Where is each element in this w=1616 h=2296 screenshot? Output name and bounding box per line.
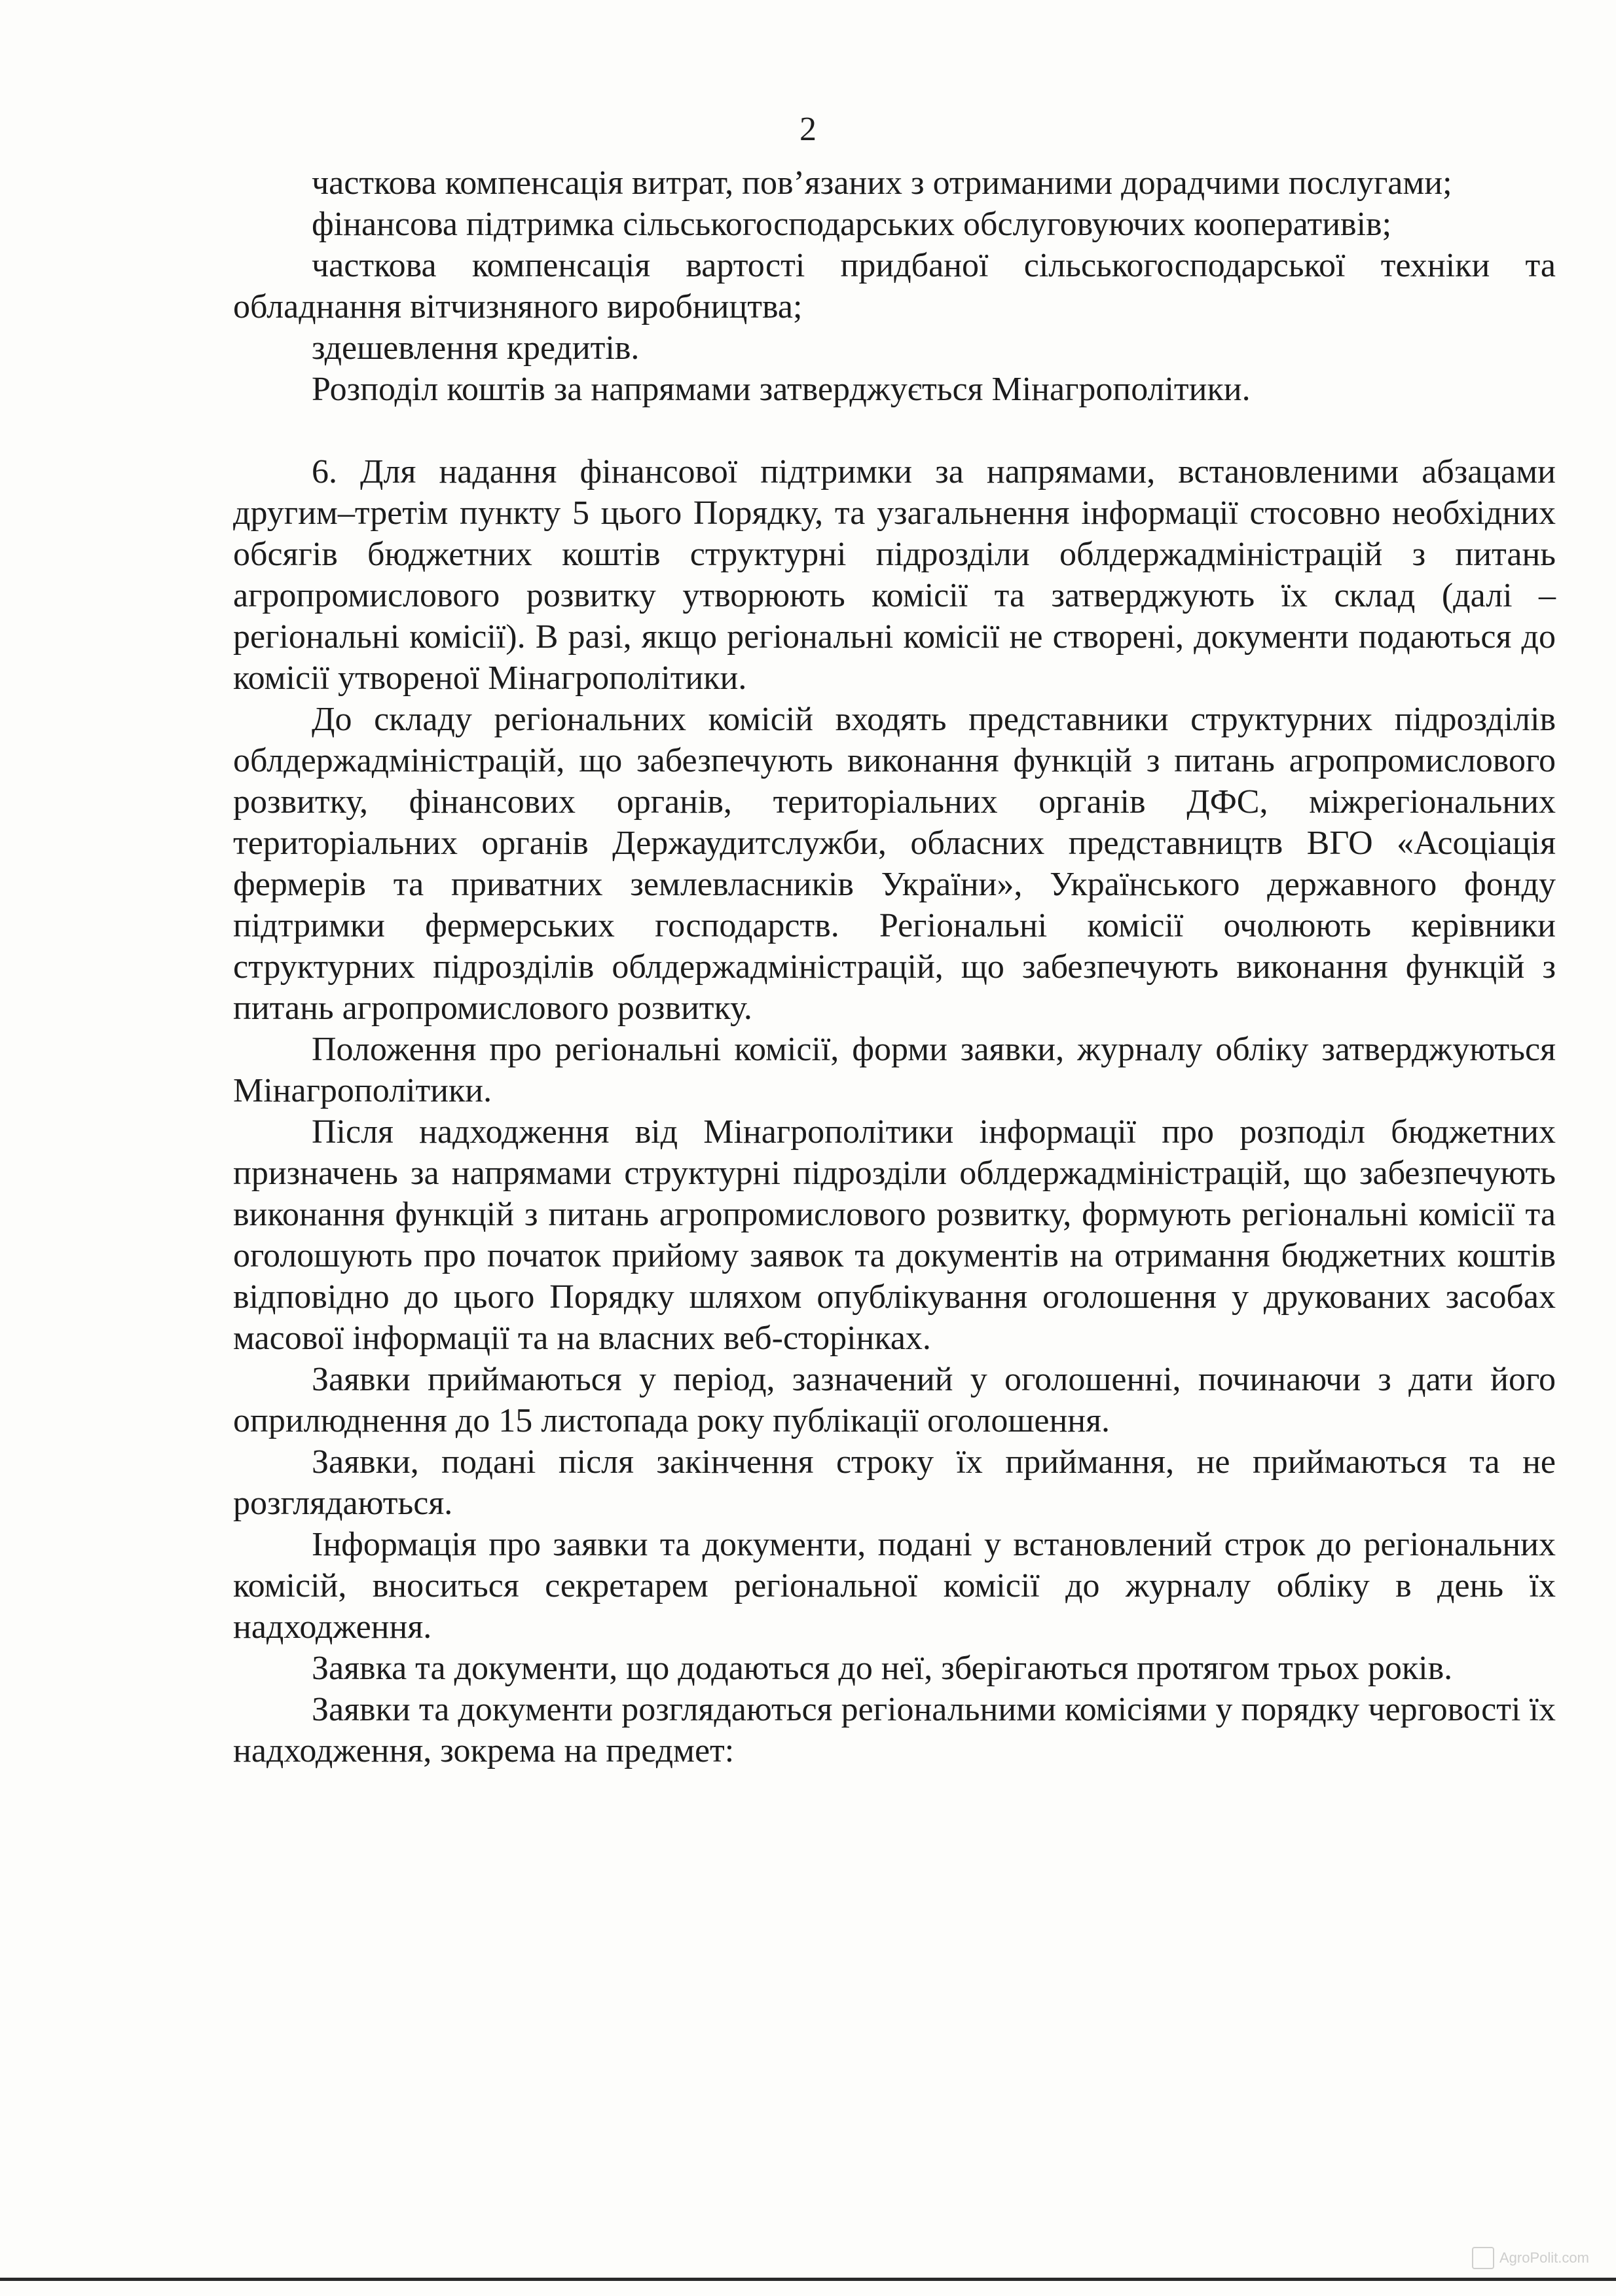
paragraph-storage: Заявка та документи, що додаються до неї, зберігаються протягом трьох років. bbox=[312, 1650, 1453, 1687]
paragraph-item-6: 6. Для надання фінансової підтримки за напрямами, встановленими абзацами другим–третім пункту 5 цього Порядку, та узагальнення інформації стосовно необхідних обсягів бюджетних коштів структурні підрозділи облдержадміністрацій з питань агропромислового розвитку утворюють комісії та затверджують їх склад (далі – регіональні комісії). В разі, якщо регіональні комісії не створені, документи подаються до комісії утвореної Мінагрополітики. bbox=[233, 453, 1556, 697]
paragraph-credit-reduction: здешевлення кредитів. bbox=[312, 329, 640, 367]
scan-bottom-edge bbox=[0, 2278, 1616, 2281]
paragraph-registration: Інформація про заявки та документи, подані у встановлений строк до регіональних комісій, вноситься секретарем регіональної комісії до журналу обліку в день їх надходження. bbox=[233, 1526, 1556, 1646]
paragraph-after-receipt: Після надходження від Мінагрополітики інформації про розподіл бюджетних призначень за напрямами структурні підрозділи облдержадміністрацій, що забезпечують виконання функцій з питань агропромислового розвитку, формують регіональні комісії та оголошують про початок прийому заявок та документів на отримання бюджетних коштів відповідно до цього Порядку шляхом опублікування оголошення у друкованих засобах масової інформації та на власних веб-сторінках. bbox=[233, 1113, 1556, 1357]
paragraph-equipment-compensation: часткова компенсація вартості придбаної сільськогосподарської техніки та обладнання вітчизняного виробництва; bbox=[233, 247, 1556, 325]
page-number: 2 bbox=[799, 111, 817, 148]
watermark bbox=[1472, 2246, 1603, 2270]
paragraph-compensation-advisory: часткова компенсація витрат, пов’язаних з отриманими дорадчими послугами; bbox=[312, 164, 1452, 202]
paragraph-late-applications: Заявки, подані після закінчення строку їх приймання, не приймаються та не розглядаються. bbox=[233, 1443, 1556, 1522]
paragraph-commission-regulations: Положення про регіональні комісії, форми заявки, журналу обліку затверджуються Мінагрополітики. bbox=[233, 1031, 1556, 1109]
watermark-logo-icon bbox=[1472, 2247, 1494, 2269]
paragraph-commission-composition: До складу регіональних комісій входять представники структурних підрозділів облдержадміністрацій, що забезпечують виконання функцій з питань агропромислового розвитку, фінансових органів, територіальних органів ДФС, міжрегіональних територіальних органів Держаудитслужби, обласних представництв ВГО «Асоціація фермерів та приватних землевласників України», Українського державного фонду підтримки фермерських господарств. Регіональні комісії очолюють керівники структурних підрозділів облдержадміністрацій, що забезпечують виконання функцій з питань агропромислового розвитку. bbox=[233, 701, 1556, 1027]
paragraph-application-period: Заявки приймаються у період, зазначений у оголошенні, починаючи з дати його оприлюднення до 15 листопада року публікації оголошення. bbox=[233, 1361, 1556, 1439]
paragraph-funds-distribution: Розподіл коштів за напрямами затверджується Мінагрополітики. bbox=[312, 371, 1251, 408]
watermark-text: AgroPolit.com bbox=[1499, 2250, 1589, 2266]
document-body bbox=[233, 162, 1556, 1771]
paragraph-review: Заявки та документи розглядаються регіональними комісіями у порядку черговості їх надходження, зокрема на предмет: bbox=[233, 1691, 1556, 1769]
paragraph-cooperatives-support: фінансова підтримка сільськогосподарських обслуговуючих кооперативів; bbox=[312, 206, 1392, 243]
